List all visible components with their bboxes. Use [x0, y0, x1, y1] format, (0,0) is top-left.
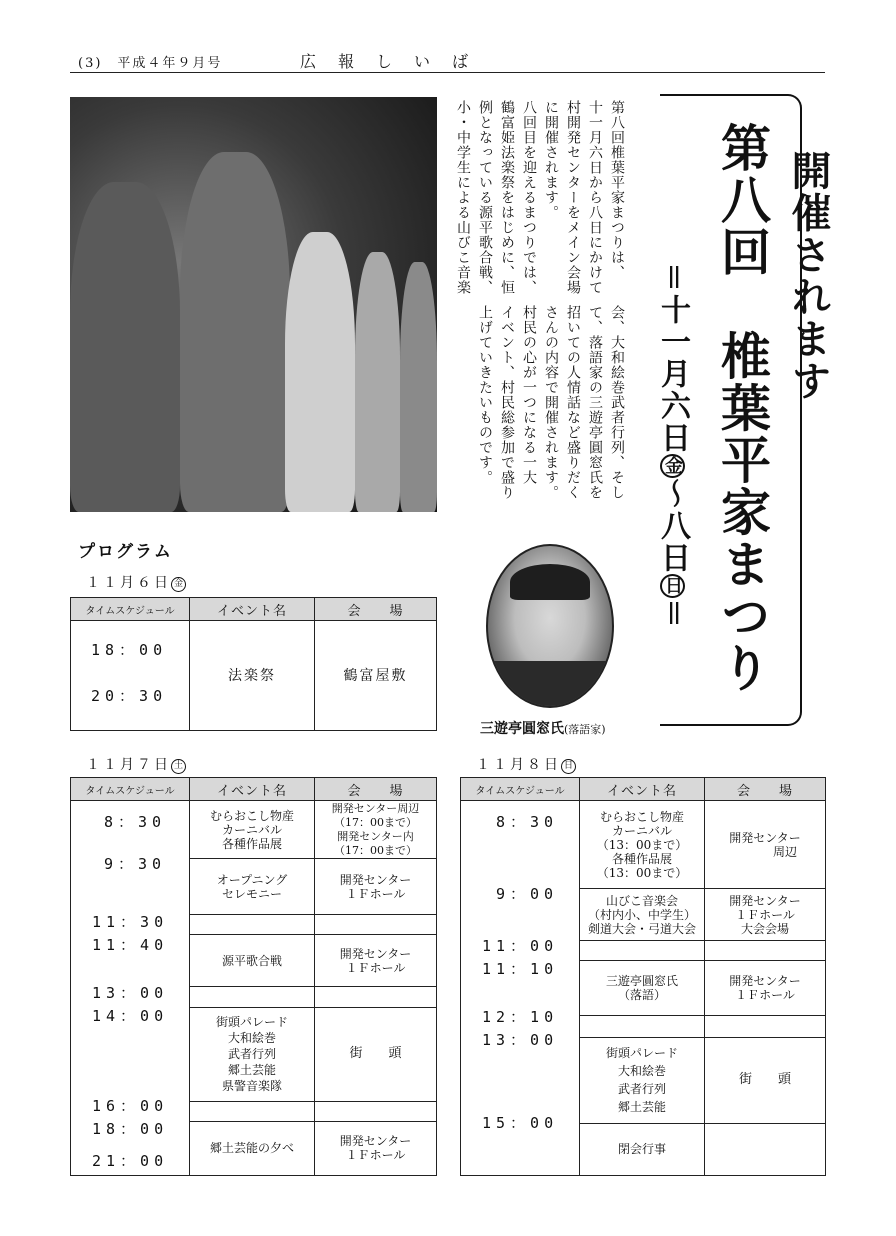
- portrait-photo: [486, 544, 614, 708]
- event-line: セレモニー: [221, 886, 282, 901]
- venue-line: １Ｆホール: [345, 1148, 406, 1163]
- time-label: 11：40: [92, 936, 169, 954]
- col-header-event: イベント名: [580, 778, 705, 801]
- event-cell: [190, 915, 315, 935]
- event-cell: [580, 1123, 705, 1175]
- festival-photo: [70, 97, 437, 512]
- venue-cell: [705, 1037, 826, 1123]
- venue-cell: [315, 987, 437, 1007]
- dow-badge: 金: [171, 577, 186, 592]
- article-line: 例となっている源平歌合戦、: [477, 100, 493, 295]
- venue-cell: [315, 1121, 437, 1175]
- article-line: イベント、村民総参加で盛り: [499, 305, 515, 500]
- venue-cell: [705, 941, 826, 961]
- dates-part: ＝: [655, 598, 690, 630]
- event-line: 郷土芸能の夕べ: [209, 1141, 294, 1156]
- time-label: 16：00: [92, 1097, 169, 1115]
- day1-date: [86, 572, 186, 592]
- time-label: 21：00: [92, 1152, 169, 1170]
- venue-line: （17：00まで）: [334, 815, 417, 829]
- portrait-caption: [480, 718, 606, 738]
- event-line: むらおこし物産: [209, 808, 294, 823]
- event-line: 郷土芸能: [227, 1063, 276, 1078]
- col-header-time: タイムスケジュール: [71, 598, 190, 621]
- col-header-time: タイムスケジュール: [461, 778, 580, 801]
- time-label: 8：30: [496, 813, 559, 831]
- dates-part: ＝十一月六日: [655, 262, 690, 454]
- venue-cell: [315, 1101, 437, 1121]
- venue-line: 開発センター内: [337, 829, 414, 843]
- date-text: １１月７日: [86, 757, 171, 773]
- venue-cell: [315, 801, 437, 859]
- time-label: 18：00: [92, 1120, 169, 1138]
- dow-badge: 土: [171, 759, 186, 774]
- event-cell: [580, 889, 705, 941]
- venue-line: 開発センター周辺: [331, 801, 420, 815]
- event-line: 大和絵巻: [617, 1064, 666, 1079]
- article-line: 会、大和絵巻武者行列、そし: [609, 305, 625, 500]
- kaisai-heading: 開催されます: [785, 150, 831, 402]
- event-cell: [580, 961, 705, 1015]
- venue-line: 大会会場: [740, 921, 789, 936]
- event-cell: [190, 987, 315, 1007]
- festival-dates: [650, 262, 694, 630]
- time-label: 14：00: [92, 1007, 169, 1025]
- event-cell: [190, 1101, 315, 1121]
- event-line: 街頭パレード: [605, 1046, 678, 1061]
- day3-date: [476, 754, 576, 774]
- col-header-event: イベント名: [190, 598, 315, 621]
- event-line: （村内小、中学生）: [587, 907, 696, 922]
- event-line: 閉会行事: [617, 1142, 666, 1157]
- venue-cell: [705, 961, 826, 1015]
- venue-line: １Ｆホール: [735, 907, 795, 922]
- event-cell: [190, 859, 315, 915]
- festival-title: 第八回 椎葉平家まつり: [713, 122, 771, 694]
- col-header-time: タイムスケジュール: [71, 778, 190, 801]
- venue-line: 街 頭: [349, 1046, 402, 1062]
- day2-date: [86, 754, 186, 774]
- venue-cell: [705, 1123, 826, 1175]
- dow-badge: 日: [662, 576, 683, 596]
- time-label: 9：00: [496, 885, 559, 903]
- time-label: 11：10: [482, 960, 559, 978]
- article-line: 第八回椎葉平家まつりは、: [609, 100, 625, 280]
- date-text: １１月６日: [86, 575, 171, 591]
- event-cell: [580, 1037, 705, 1123]
- venue-line: （17：00まで）: [334, 843, 417, 857]
- venue-line: 街 頭: [738, 1072, 791, 1088]
- event-cell: [580, 801, 705, 889]
- event-line: 武者行列: [617, 1082, 666, 1097]
- day1-table: [70, 597, 437, 731]
- dow-badge: 日: [561, 759, 576, 774]
- header-rule: [70, 72, 825, 73]
- venue-line: １Ｆホール: [735, 987, 795, 1002]
- time-label: 13：00: [92, 984, 169, 1002]
- venue-cell: [315, 915, 437, 935]
- venue-line: 開発センター: [729, 973, 801, 988]
- dow-badge: 金: [662, 456, 683, 476]
- event-cell: [190, 1121, 315, 1175]
- col-header-event: イベント名: [190, 778, 315, 801]
- event-line: 大和絵巻: [227, 1031, 276, 1046]
- article-line: 上げていきたいものです。: [477, 305, 493, 485]
- time-label: 13：00: [482, 1031, 559, 1049]
- day3-table: [460, 777, 826, 1175]
- event-cell: 法楽祭: [190, 621, 315, 731]
- day2-table: [70, 777, 437, 1175]
- article-line: 村民の心が一つになる一大: [521, 305, 537, 485]
- venue-line: 開発センター: [339, 946, 412, 961]
- article-line: 十一月六日から八日にかけて: [587, 100, 603, 295]
- venue-cell: 鶴富屋敷: [315, 621, 437, 731]
- time-cell: [71, 621, 190, 731]
- event-line: （13：00まで）: [596, 865, 688, 880]
- page-info: (3) 平成４年９月号: [78, 56, 223, 71]
- event-line: 各種作品展: [221, 836, 282, 851]
- event-cell: [190, 1007, 315, 1101]
- time-label: 15：00: [482, 1114, 559, 1132]
- event-line: カーニバル: [221, 822, 282, 837]
- venue-line: 開発センター: [339, 1134, 412, 1149]
- col-header-venue: 会 場: [315, 778, 437, 801]
- event-line: 県警音楽隊: [221, 1079, 282, 1094]
- time-label: 12：10: [482, 1008, 559, 1026]
- col-header-venue: 会 場: [315, 598, 437, 621]
- venue-cell: [705, 889, 826, 941]
- event-cell: [580, 1015, 705, 1037]
- time-label: 11：30: [92, 913, 169, 931]
- article-line: 八回目を迎えるまつりでは、: [521, 100, 537, 295]
- event-line: 街頭パレード: [215, 1015, 288, 1030]
- article-line: 小・中学生による山びこ音楽: [455, 100, 471, 295]
- article-line: 鶴富姫法楽祭をはじめに、恒: [499, 100, 515, 295]
- event-line: むらおこし物産: [599, 809, 684, 824]
- caption-role: (落語家): [564, 723, 606, 736]
- article-line: 村開発センターをメイン会場: [565, 100, 581, 295]
- event-line: 各種作品展: [611, 851, 672, 866]
- col-header-venue: 会 場: [705, 778, 826, 801]
- venue-line: １Ｆホール: [345, 886, 406, 901]
- date-text: １１月８日: [476, 757, 561, 773]
- event-line: 郷土芸能: [617, 1100, 666, 1115]
- venue-line: 開発センター: [339, 872, 412, 887]
- publication-title: 広報しいば: [300, 52, 491, 71]
- time-label: 11：00: [482, 937, 559, 955]
- event-line: （13：00まで）: [596, 837, 688, 852]
- venue-line: 開発センター: [729, 830, 801, 845]
- program-heading: プログラム: [78, 542, 173, 562]
- event-line: 山びこ音楽会: [605, 893, 678, 908]
- article-line: に開催されます。: [543, 100, 559, 220]
- dates-part: 〜八日: [655, 478, 690, 574]
- article-line: 招いての人情話など盛りだく: [565, 305, 581, 500]
- event-line: 三遊亭圓窓氏: [605, 973, 678, 988]
- event-line: （落語）: [617, 987, 666, 1002]
- venue-cell: [315, 935, 437, 987]
- event-cell: [190, 801, 315, 859]
- article-line: さんの内容で開催されます。: [543, 305, 559, 500]
- venue-cell: [315, 1007, 437, 1101]
- event-line: オープニング: [216, 872, 288, 887]
- caption-name: 三遊亭圓窓氏: [480, 721, 564, 737]
- article-line: て、落語家の三遊亭圓窓氏を: [587, 305, 603, 500]
- event-cell: [190, 935, 315, 987]
- venue-line: 開発センター: [729, 893, 801, 908]
- time-label: 18：00: [91, 641, 168, 659]
- venue-line: １Ｆホール: [345, 960, 406, 975]
- venue-cell: [705, 801, 826, 889]
- event-line: 剣道大会・弓道大会: [587, 921, 696, 936]
- event-line: 源平歌合戦: [221, 953, 282, 968]
- time-label: 8：30: [104, 813, 167, 831]
- venue-cell: [705, 1015, 826, 1037]
- event-cell: [580, 941, 705, 961]
- time-label: 9：30: [104, 855, 167, 873]
- venue-cell: [315, 859, 437, 915]
- time-label: 20：30: [91, 687, 168, 705]
- event-line: カーニバル: [611, 823, 672, 838]
- event-line: 武者行列: [227, 1047, 276, 1062]
- venue-line: 周辺: [772, 844, 797, 859]
